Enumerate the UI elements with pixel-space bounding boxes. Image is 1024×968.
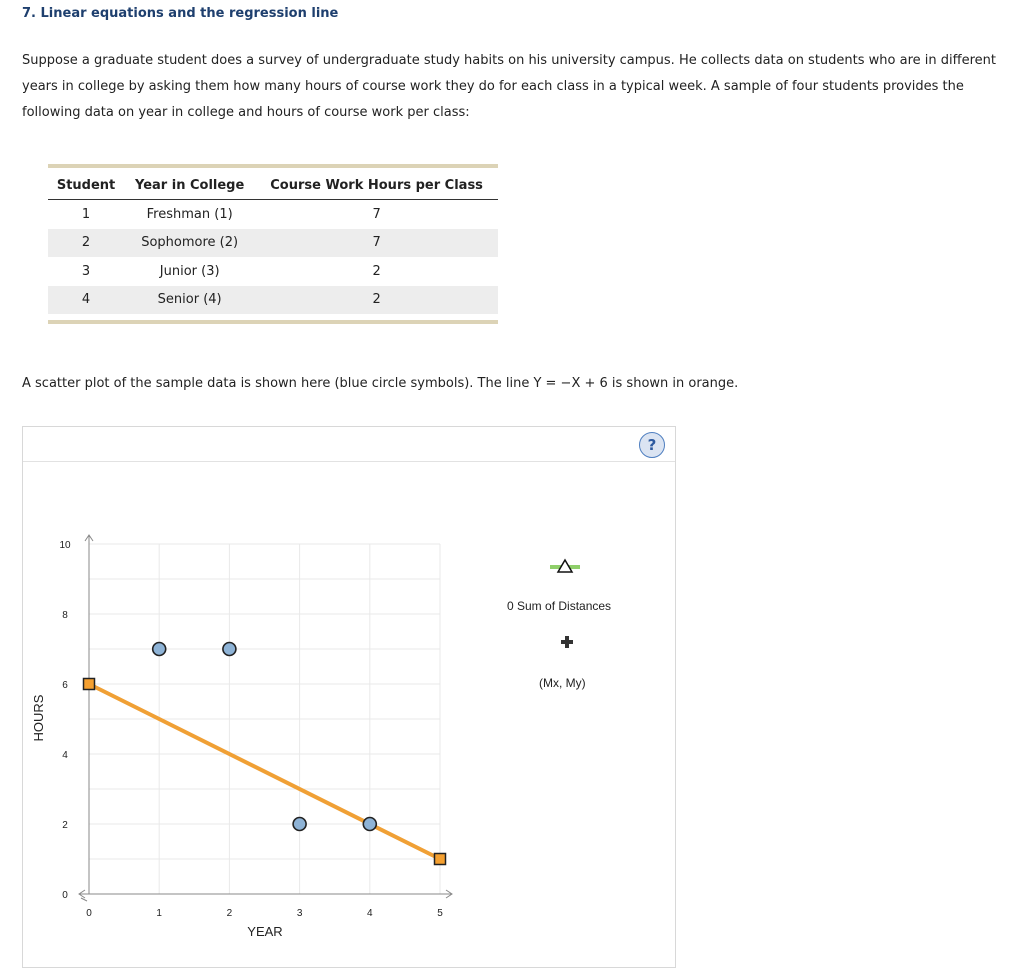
question-intro: Suppose a graduate student does a survey of undergraduate study habits on his university campus. He collects data on students who are in different years in college by asking them how many hours of course work they do for each class in a typical week. A sample of four students provides the following data on year in college and hours of course work per class:	[22, 53, 996, 120]
table-row	[48, 229, 498, 258]
x-tick-label: 5	[437, 908, 443, 919]
sum-of-distances-label: 0 Sum of Distances	[507, 599, 612, 613]
table-cell: Senior (4)	[124, 286, 255, 315]
data-point[interactable]	[223, 643, 236, 656]
x-tick-label: 2	[226, 908, 233, 919]
y-tick-label: 0	[62, 890, 68, 901]
y-axis-label: HOURS	[31, 694, 46, 742]
table-row	[48, 286, 498, 315]
plot-description: A scatter plot of the sample data is shown here (blue circle symbols). The line Y = −X + 6 is shown in orange.	[22, 376, 739, 391]
x-tick-label: 3	[296, 908, 303, 919]
x-axis-label: YEAR	[247, 924, 283, 939]
orange-line	[89, 684, 440, 859]
x-tick-label: 0	[86, 908, 92, 919]
y-axis-down-arrow-icon	[81, 898, 87, 901]
line-endpoint-handle[interactable]	[435, 854, 446, 865]
table-cell: 7	[255, 229, 498, 258]
y-tick-label: 8	[62, 610, 68, 621]
table-cell: Freshman (1)	[146, 206, 233, 222]
mean-point-label: (Mx, My)	[539, 676, 586, 690]
y-tick-label: 2	[62, 820, 68, 831]
data-point[interactable]	[153, 643, 166, 656]
y-tick-label: 10	[59, 540, 71, 551]
table-cell: 4	[48, 286, 124, 315]
table-cell: 7	[372, 206, 381, 222]
table-cell: 3	[81, 263, 91, 279]
data-table	[48, 168, 498, 314]
y-tick-label: 4	[62, 750, 68, 761]
column-header: Student	[48, 168, 124, 200]
x-tick-label: 1	[156, 908, 162, 919]
table-cell: Junior (3)	[159, 263, 220, 279]
table-cell: Sophomore (2)	[124, 229, 255, 258]
data-point[interactable]	[363, 818, 376, 831]
plus-icon[interactable]	[561, 636, 573, 648]
table-cell: 2	[372, 263, 381, 279]
x-tick-label: 4	[367, 908, 373, 919]
table-cell: 1	[81, 206, 91, 222]
data-point[interactable]	[293, 818, 306, 831]
table-row	[48, 200, 498, 229]
column-header: Year in College	[124, 168, 255, 200]
line-endpoint-handle[interactable]	[84, 679, 95, 690]
table-row	[48, 257, 498, 286]
help-button[interactable]: ?	[639, 432, 665, 458]
table-cell: 2	[255, 286, 498, 315]
data-table-wrapper	[48, 164, 498, 324]
column-header: Course Work Hours per Class	[255, 168, 498, 200]
graph-panel	[22, 426, 676, 968]
table-cell: 2	[48, 229, 124, 258]
table-bottom-rule	[48, 320, 498, 324]
y-tick-label: 6	[62, 680, 68, 691]
question-title: 7. Linear equations and the regression line	[22, 6, 339, 21]
